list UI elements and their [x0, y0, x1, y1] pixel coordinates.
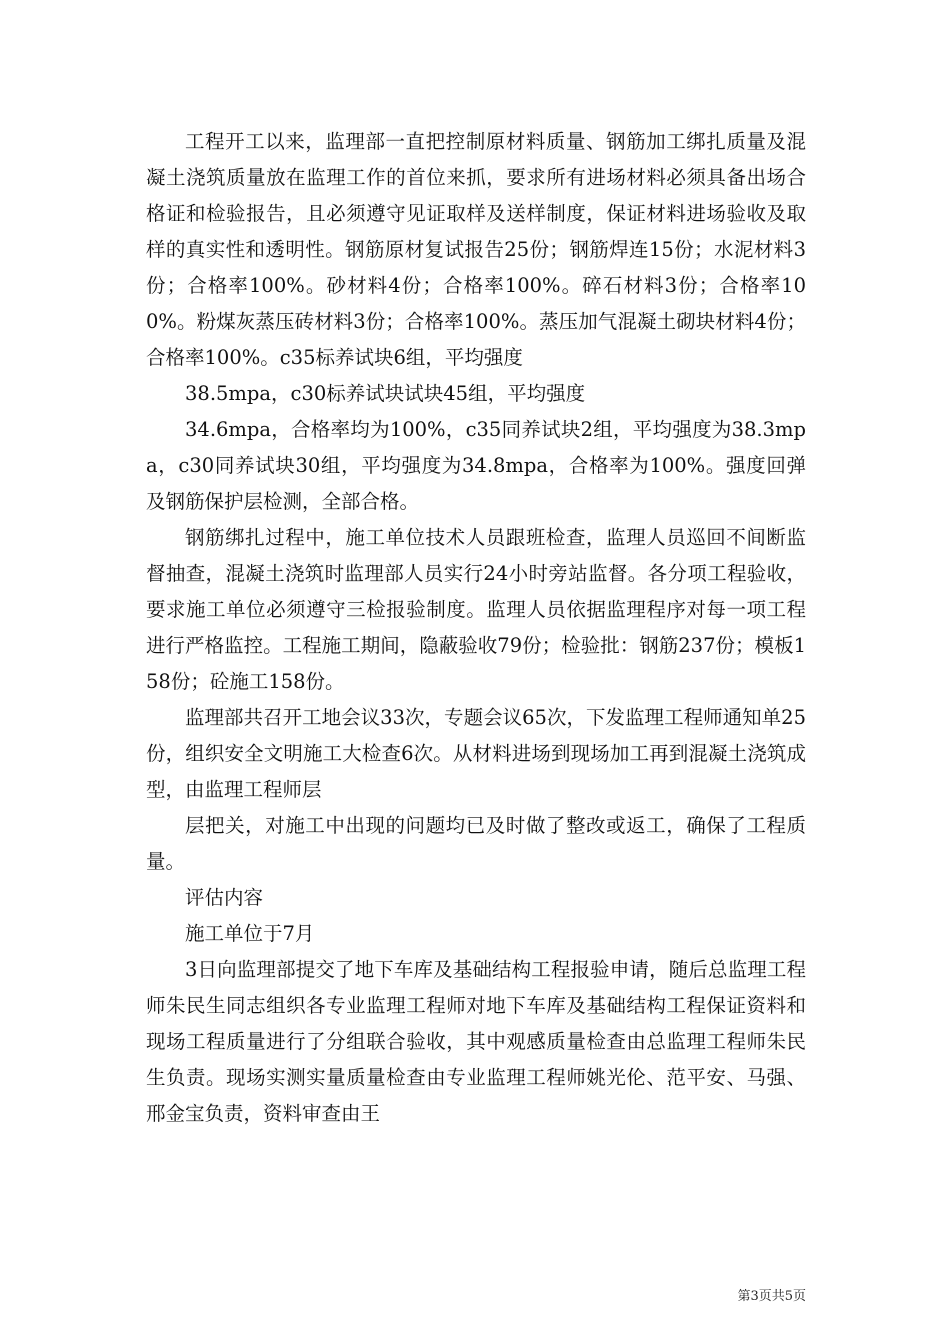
document-body	[146, 124, 806, 1132]
paragraph-quality-control: 层把关，对施工中出现的问题均已及时做了整改或返工，确保了工程质量。	[146, 814, 806, 873]
paragraph-acceptance: 3日向监理部提交了地下车库及基础结构工程报验申请，随后总监理工程师朱民生同志组织各专业监理工程师对地下车库及基础结构工程保证资料和现场工程质量进行了分组联合验收，其中观感质量检查由总监理工程师朱民生负责。现场实测实量质量检查由专业监理工程师姚光伦、范平安、马强、邢金宝负责，资料审查由王	[146, 958, 806, 1125]
paragraph-contractor-date: 施工单位于7月	[185, 922, 315, 945]
paragraph-strength-results: 34.6mpa，合格率均为100%，c35同养试块2组，平均强度为38.3mpa，c30同养试块30组，平均强度为34.8mpa，合格率为100%。强度回弹及钢筋保护层检测，全部合格。	[146, 418, 806, 513]
paragraph-c30-standard-cure: 38.5mpa，c30标养试块试块45组，平均强度	[185, 382, 586, 405]
section-heading-assessment: 评估内容	[185, 886, 264, 909]
paragraph-material-quality: 工程开工以来，监理部一直把控制原材料质量、钢筋加工绑扎质量及混凝土浇筑质量放在监理工作的首位来抓，要求所有进场材料必须具备出场合格证和检验报告，且必须遵守见证取样及送样制度，保证材料进场验收及取样的真实性和透明性。钢筋原材复试报告25份；钢筋焊连15份；水泥材料3份；合格率100%。砂材料4份；合格率100%。碎石材料3份；合格率100%。粉煤灰蒸压砖材料3份；合格率100%。蒸压加气混凝土砌块材料4份；合格率100%。c35标养试块6组，平均强度	[146, 130, 806, 369]
page-number: 第3页共5页	[737, 1289, 806, 1304]
paragraph-rebar-inspection: 钢筋绑扎过程中，施工单位技术人员跟班检查，监理人员巡回不间断监督抽查，混凝土浇筑时监理部人员实行24小时旁站监督。各分项工程验收，要求施工单位必须遵守三检报验制度。监理人员依据监理程序对每一项工程进行严格监控。工程施工期间，隐蔽验收79份；检验批：钢筋237份；模板158份；砼施工158份。	[146, 526, 806, 693]
paragraph-meetings: 监理部共召开工地会议33次，专题会议65次，下发监理工程师通知单25份，组织安全文明施工大检查6次。从材料进场到现场加工再到混凝土浇筑成型，由监理工程师层	[146, 706, 806, 801]
